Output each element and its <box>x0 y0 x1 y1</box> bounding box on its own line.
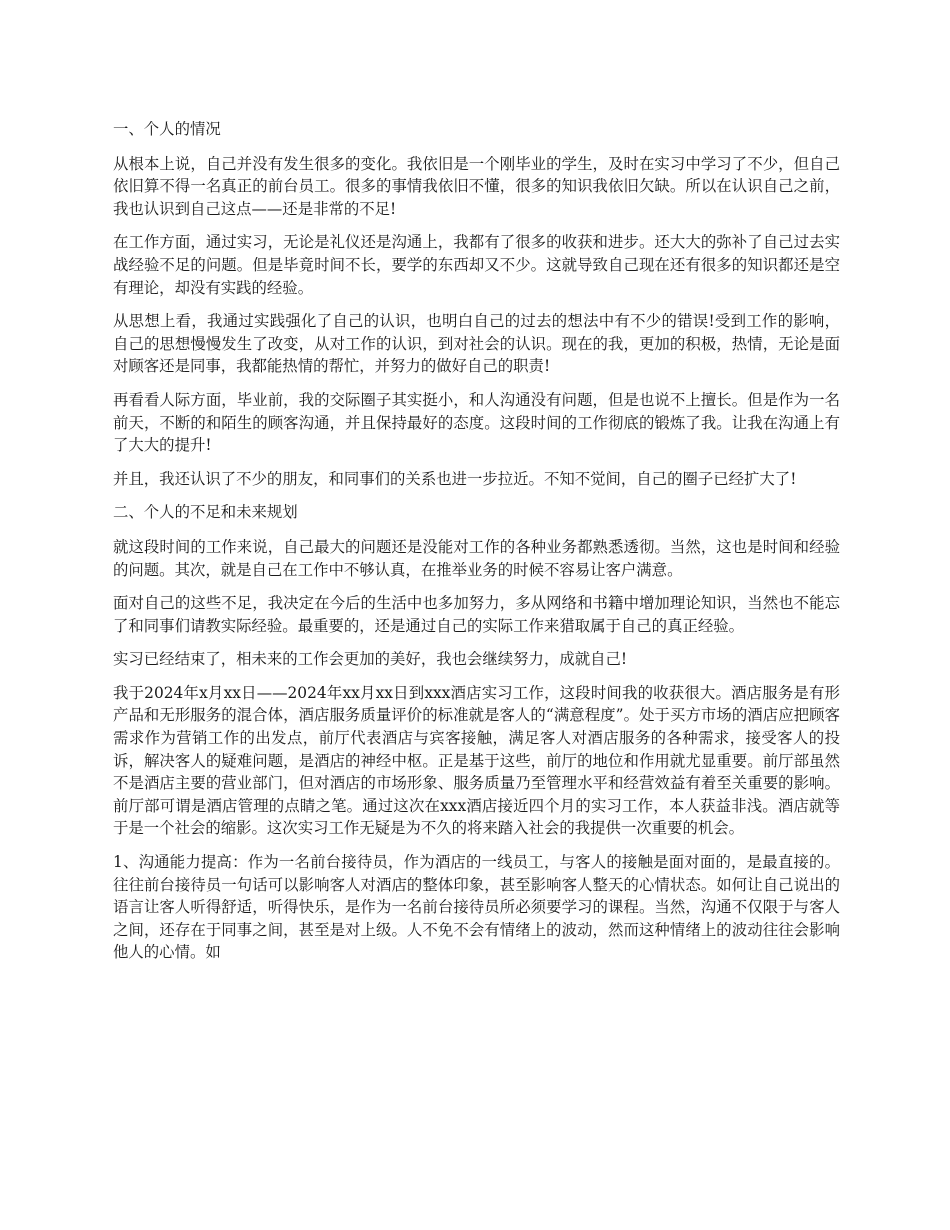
section-heading-shortcomings-plans: 二、个人的不足和未来规划 <box>113 503 298 522</box>
paragraph: 再看看人际方面，毕业前，我的交际圈子其实挺小，和人沟通没有问题，但是也说不上擅长。但是作为一名前天，不断的和陌生的顾客沟通，并且保持最好的态度。这段时间的工作彻底的锻炼了我。让我在沟通上有了大大的提升! <box>113 390 840 455</box>
paragraph: 我于2024年x月xx日——2024年xx月xx日到xxx酒店实习工作，这段时间我的收获很大。酒店服务是有形产品和无形服务的混合体，酒店服务质量评价的标准就是客人的“满意程度”。处于买方市场的酒店应把顾客需求作为营销工作的出发点，前厅代表酒店与宾客接触，满足客人对酒店服务的各种需求，接受客人的投诉，解决客人的疑难问题，是酒店的神经中枢。正是基于这些，前厅的地位和作用就尤显重要。前厅部虽然不是酒店主要的营业部门，但对酒店的市场形象、服务质量乃至管理水平和经营效益有着至关重要的影响。前厅部可谓是酒店管理的点睛之笔。通过这次在xxx酒店接近四个月的实习工作，本人获益非浅。酒店就等于是一个社会的缩影。这次实习工作无疑是为不久的将来踏入社会的我提供一次重要的机会。 <box>113 683 840 838</box>
paragraph: 从根本上说，自己并没有发生很多的变化。我依旧是一个刚毕业的学生，及时在实习中学习了不少，但自己依旧算不得一名真正的前台员工。很多的事情我依旧不懂，很多的知识我依旧欠缺。所以在认识自己之前，我也认识到自己这点——还是非常的不足! <box>113 154 840 218</box>
paragraph: 实习已经结束了，相未来的工作会更加的美好，我也会继续努力，成就自己! <box>113 650 628 669</box>
paragraph: 在工作方面，通过实习，无论是礼仪还是沟通上，我都有了很多的收获和进步。还大大的弥补了自己过去实战经验不足的问题。但是毕竟时间不长，要学的东西却又不少。这就导致自己现在还有很多的知识都还是空有理论，却没有实践的经验。 <box>113 233 840 297</box>
paragraph: 就这段时间的工作来说，自己最大的问题还是没能对工作的各种业务都熟悉透彻。当然，这也是时间和经验的问题。其次，就是自己在工作中不够认真，在推举业务的时候不容易让客户满意。 <box>113 537 840 579</box>
document-body <box>113 118 840 975</box>
paragraph: 1、沟通能力提高：作为一名前台接待员，作为酒店的一线员工，与客人的接触是面对面的，是最直接的。往往前台接待员一句话可以影响客人对酒店的整体印象，甚至影响客人整天的心情状态。如何让自己说出的语言让客人听得舒适，听得快乐，是作为一名前台接待员所必须要学习的课程。当然，沟通不仅限于与客人之间，还存在于同事之间，甚至是对上级。人不免不会有情绪上的波动，然而这种情绪上的波动往往会影响他人的心情。如 <box>113 853 840 962</box>
section-heading-personal-situation: 一、个人的情况 <box>113 120 221 138</box>
paragraph: 面对自己的这些不足，我决定在今后的生活中也多加努力，多从网络和书籍中增加理论知识，当然也不能忘了和同事们请教实际经验。最重要的，还是通过自己的实际工作来猎取属于自己的真正经验。 <box>113 594 840 635</box>
paragraph: 从思想上看，我通过实践强化了自己的认识，也明白自己的过去的想法中有不少的错误!受到工作的影响，自己的思想慢慢发生了改变，从对工作的认识，到对社会的认识。现在的我，更加的积极，热情，无论是面对顾客还是同事，我都能热情的帮忙，并努力的做好自己的职责! <box>113 312 840 376</box>
paragraph: 并且，我还认识了不少的朋友，和同事们的关系也进一步拉近。不知不觉间，自己的圈子已经扩大了! <box>113 469 797 488</box>
